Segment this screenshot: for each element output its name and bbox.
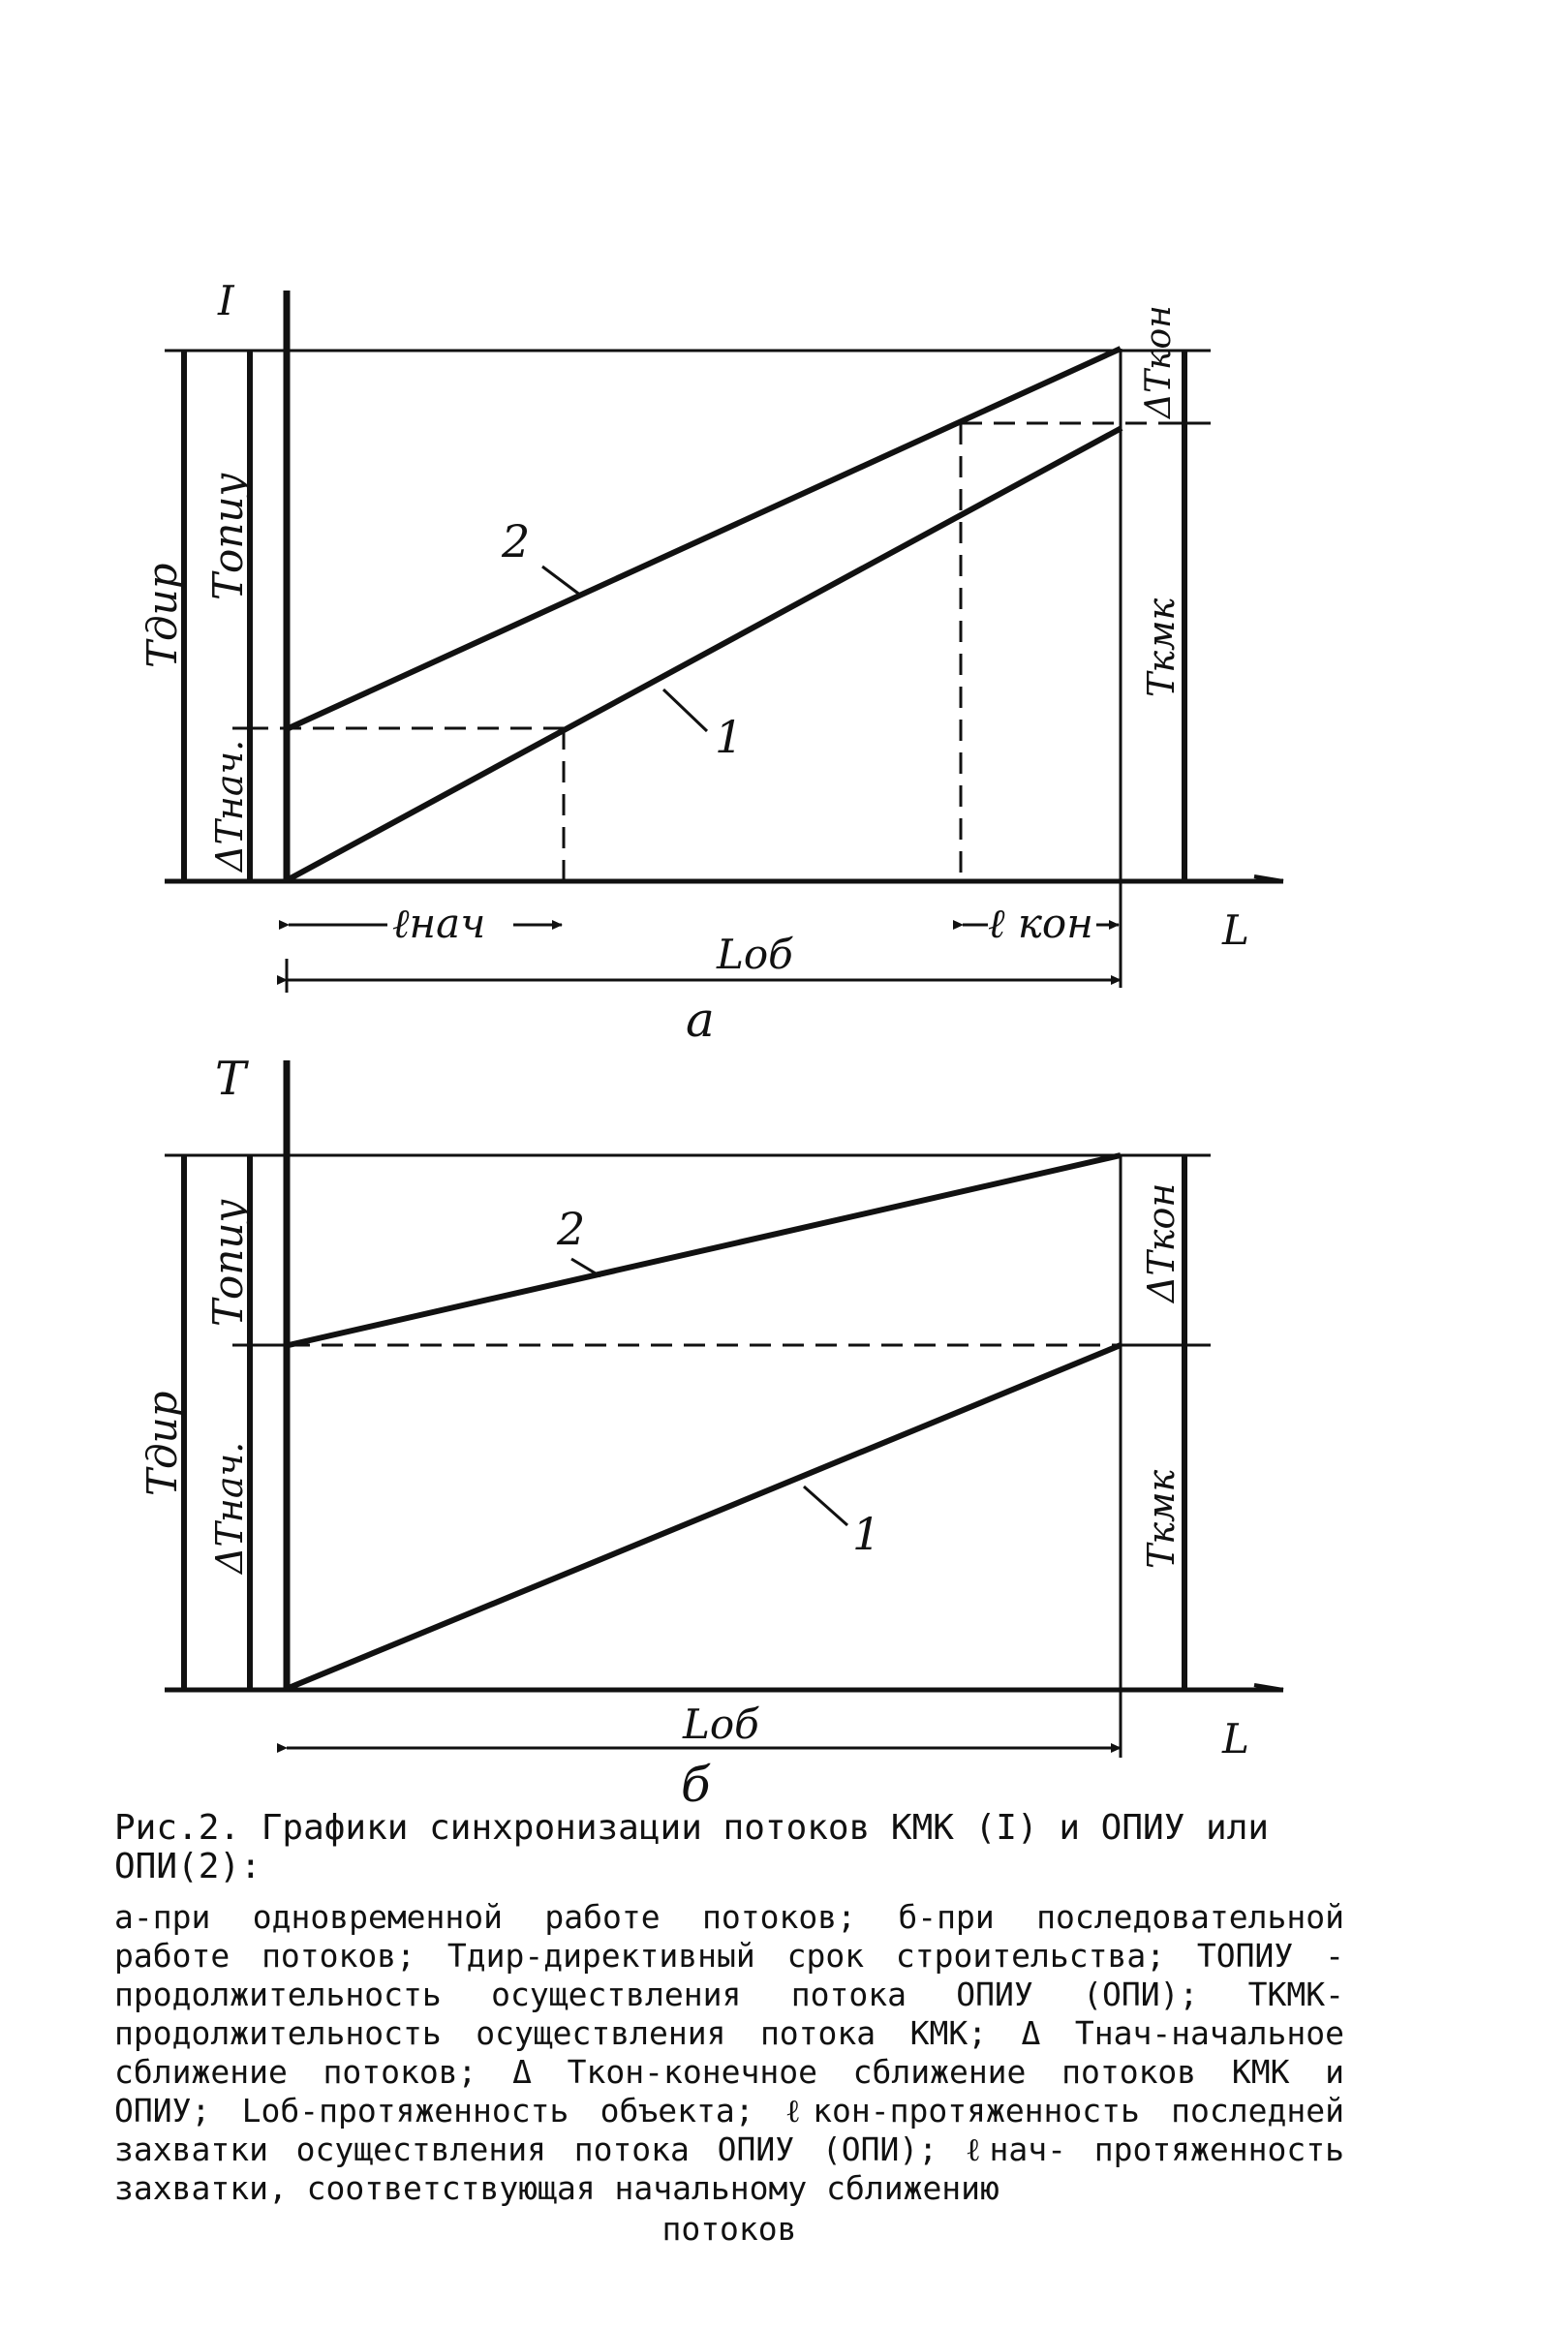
fig-a-line-1 bbox=[289, 428, 1122, 879]
fig-a-t-dir: Tдир bbox=[138, 563, 186, 668]
fig-b-l-ob: Lоб bbox=[683, 1701, 759, 1748]
fig-b-t-opiu: Tопиу bbox=[204, 1199, 252, 1327]
fig-a-dt-kon: ΔTкон bbox=[1139, 305, 1179, 418]
fig-a-l-ob: Lоб bbox=[717, 931, 793, 978]
fig-b-panel: б bbox=[681, 1757, 711, 1811]
fig-b-line-2 bbox=[289, 1155, 1121, 1345]
fig-b-line-1 bbox=[289, 1345, 1121, 1688]
fig-a-line-2 bbox=[289, 349, 1121, 728]
fig-a-t-opiu: Tопиу bbox=[204, 473, 252, 600]
fig-b-dt-kon: ΔTкон bbox=[1140, 1182, 1183, 1302]
fig-b-t-dir: Tдир bbox=[138, 1391, 186, 1496]
fig-b-axis-y-label: T bbox=[215, 1052, 247, 1106]
caption-end: потоков bbox=[661, 2210, 797, 2248]
fig-a-l-kon: ℓ кон bbox=[988, 900, 1093, 947]
fig-b-t-kmk: Tкмк bbox=[1140, 1469, 1183, 1569]
figure-b bbox=[165, 1060, 1283, 1758]
fig-a-panel: a bbox=[686, 992, 715, 1048]
fig-b-label-1: 1 bbox=[852, 1508, 881, 1560]
fig-a-l-nach: ℓнач bbox=[392, 900, 486, 947]
caption-title: Рис.2. Графики синхронизации потоков КМК (I) и ОПИУ или ОПИ(2): bbox=[114, 1808, 1270, 1886]
fig-b-axis-x-label: L bbox=[1222, 1715, 1249, 1762]
fig-b-label-2: 2 bbox=[557, 1203, 586, 1255]
fig-a-label-2: 2 bbox=[502, 515, 531, 567]
figure-a bbox=[165, 291, 1283, 993]
caption-body: а-при одновременной работе потоков; б-при последовательной работе потоков; Tдир-директивный срок строительства; TОПИУ - продолжительность осуществления потока ОПИУ (ОПИ); TКМК- продолжительность осуществления потока КМК; Δ Tнач-начальное сближение потоков; Δ Tкон-конечное сближение потоков КМК и ОПИУ; Lоб-протяженность объекта; ℓкон-протяженность последней захватки осуществления потока ОПИУ (ОПИ); ℓнач- протяженность захватки, соответствующая начальному сближению bbox=[114, 1898, 1344, 2207]
fig-b-dt-nach: ΔTнач. bbox=[208, 1441, 251, 1574]
fig-a-label-1: 1 bbox=[715, 711, 744, 763]
fig-a-axis-y-label: I bbox=[218, 277, 234, 324]
fig-a-t-kmk: Tкмк bbox=[1140, 598, 1183, 697]
fig-a-dt-nach: ΔTнач. bbox=[208, 739, 251, 872]
fig-a-axis-x-label: L bbox=[1222, 906, 1249, 954]
figure-caption bbox=[114, 1809, 1344, 2249]
